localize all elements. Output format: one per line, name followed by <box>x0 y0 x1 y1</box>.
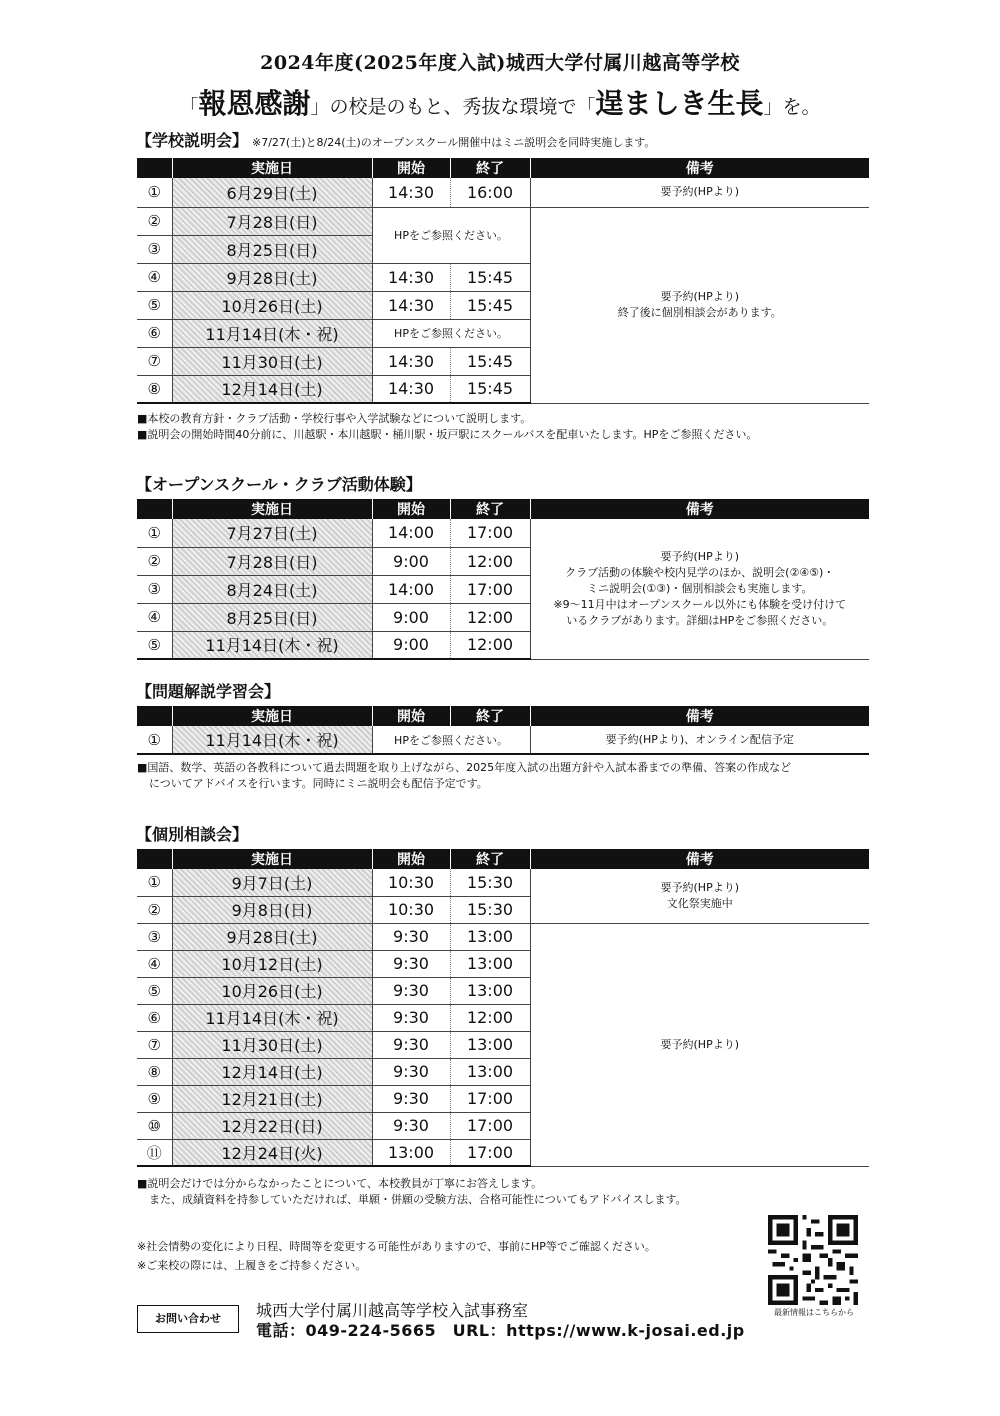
start-time: 9:00 <box>372 631 450 659</box>
column-header <box>137 849 172 869</box>
qr-caption: 最新情報はこちらから <box>774 1308 854 1317</box>
briefing-table <box>137 158 869 404</box>
column-header <box>137 499 172 519</box>
date-cell: 8月25日(日) <box>172 235 372 263</box>
date-cell: 10月12日(土) <box>172 950 372 977</box>
start-time: 14:30 <box>372 263 450 291</box>
row-number: ① <box>137 869 172 896</box>
consult-bullet-2: また、成績資料を持参していただければ、単願・併願の受験方法、合格可能性についてもアドバイスします。 <box>149 1193 687 1206</box>
row-number: ⑤ <box>137 977 172 1004</box>
column-header: 備考 <box>530 499 869 519</box>
row-number: ⑧ <box>137 1058 172 1085</box>
date-cell: 11月14日(木・祝) <box>172 1004 372 1031</box>
start-time: 9:30 <box>372 1112 450 1139</box>
row-number: ④ <box>137 950 172 977</box>
date-cell: 12月24日(火) <box>172 1139 372 1166</box>
end-time: 13:00 <box>450 950 530 977</box>
column-header: 開始 <box>372 849 450 869</box>
column-header: 終了 <box>450 158 530 178</box>
date-cell: 12月22日(日) <box>172 1112 372 1139</box>
column-header: 終了 <box>450 706 530 726</box>
column-header: 終了 <box>450 499 530 519</box>
consult-title: 【個別相談会】 <box>136 825 249 844</box>
qr-code[interactable] <box>768 1215 858 1305</box>
date-cell: 12月14日(土) <box>172 375 372 403</box>
consult-table <box>137 849 869 1167</box>
end-time: 13:00 <box>450 1031 530 1058</box>
end-time: 15:45 <box>450 263 530 291</box>
start-time: 9:30 <box>372 1004 450 1031</box>
end-time: 12:00 <box>450 631 530 659</box>
date-cell: 10月26日(土) <box>172 291 372 319</box>
end-time: 13:00 <box>450 977 530 1004</box>
contact-phone-url[interactable]: 電話：049-224-5665 URL：https://www.k-josai.ed.jp <box>256 1321 745 1340</box>
row-number: ④ <box>137 263 172 291</box>
start-time: 9:00 <box>372 603 450 631</box>
remarks-cell: 要予約(HPより) クラブ活動の体験や校内見学のほか、説明会(②④⑤)・ ミニ説明会(①③)・個別相談会も実施します。 ※9～11月中はオープンスクール以外にも体験を受け付けて いるクラブがあります。詳細はHPをご参照ください。 <box>530 519 869 659</box>
end-time: 15:30 <box>450 869 530 896</box>
start-time: 9:30 <box>372 977 450 1004</box>
date-cell: 6月29日(土) <box>172 178 372 207</box>
row-number: ⑥ <box>137 319 172 347</box>
row-number: ② <box>137 896 172 923</box>
table-row <box>137 207 869 235</box>
end-time: 15:45 <box>450 375 530 403</box>
row-number: ⑧ <box>137 375 172 403</box>
remarks-cell: 要予約(HPより) <box>530 923 869 1166</box>
start-time: 14:30 <box>372 347 450 375</box>
end-time: 17:00 <box>450 519 530 547</box>
notice-2: ※ご来校の際には、上履きをご持参ください。 <box>137 1259 367 1272</box>
start-time: 14:30 <box>372 178 450 207</box>
row-number: ① <box>137 519 172 547</box>
consult-bullet-1: ■説明会だけでは分からなかったことについて、本校教員が丁寧にお答えします。 <box>137 1177 543 1190</box>
openschool-title: 【オープンスクール・クラブ活動体験】 <box>136 475 422 494</box>
row-number: ⑦ <box>137 347 172 375</box>
date-cell: 11月14日(木・祝) <box>172 319 372 347</box>
column-header: 終了 <box>450 849 530 869</box>
end-time: 12:00 <box>450 603 530 631</box>
date-cell: 8月25日(日) <box>172 603 372 631</box>
column-header: 備考 <box>530 158 869 178</box>
start-time: 9:30 <box>372 923 450 950</box>
column-header: 開始 <box>372 499 450 519</box>
briefing-title: 【学校説明会】 ※7/27(土)と8/24(土)のオープンスクール開催中はミニ説明会を同時実施します。 <box>136 131 656 150</box>
date-cell: 9月8日(日) <box>172 896 372 923</box>
end-time: 13:00 <box>450 1058 530 1085</box>
start-time: 9:30 <box>372 1031 450 1058</box>
remarks-cell: 要予約(HPより)、オンライン配信予定 <box>530 726 869 754</box>
date-cell: 11月14日(木・祝) <box>172 726 372 754</box>
end-time: 17:00 <box>450 575 530 603</box>
row-number: ⑪ <box>137 1139 172 1166</box>
remarks-cell: 要予約(HPより) <box>530 178 869 207</box>
start-time: 14:00 <box>372 519 450 547</box>
date-cell: 12月21日(土) <box>172 1085 372 1112</box>
column-header: 開始 <box>372 158 450 178</box>
row-number: ② <box>137 207 172 235</box>
date-cell: 7月27日(土) <box>172 519 372 547</box>
start-time: 13:00 <box>372 1139 450 1166</box>
start-time: 14:30 <box>372 375 450 403</box>
date-cell: 7月28日(日) <box>172 207 372 235</box>
column-header: 実施日 <box>172 849 372 869</box>
start-time: 14:00 <box>372 575 450 603</box>
date-cell: 12月14日(土) <box>172 1058 372 1085</box>
table-row <box>137 178 869 207</box>
end-time: 12:00 <box>450 547 530 575</box>
end-time: 13:00 <box>450 923 530 950</box>
column-header: 実施日 <box>172 706 372 726</box>
date-cell: 7月28日(日) <box>172 547 372 575</box>
column-header: 開始 <box>372 706 450 726</box>
date-cell: 8月24日(土) <box>172 575 372 603</box>
date-cell: 9月28日(土) <box>172 923 372 950</box>
row-number: ⑤ <box>137 291 172 319</box>
briefing-bullet-1: ■本校の教育方針・クラブ活動・学校行事や入学試験などについて説明します。 <box>137 412 532 425</box>
row-number: ⑤ <box>137 631 172 659</box>
end-time: 15:30 <box>450 896 530 923</box>
date-cell: 10月26日(土) <box>172 977 372 1004</box>
column-header: 備考 <box>530 706 869 726</box>
row-number: ⑦ <box>137 1031 172 1058</box>
problem-bullet-1: ■国語、数学、英語の各教科について過去問題を取り上げながら、2025年度入試の出題方針や入試本番までの準備、答案の作成など <box>137 761 792 774</box>
start-time: 9:30 <box>372 950 450 977</box>
start-time: 10:30 <box>372 896 450 923</box>
row-number: ① <box>137 726 172 754</box>
briefing-bullet-2: ■説明会の開始時間40分前に、川越駅・本川越駅・桶川駅・坂戸駅にスクールバスを配車いたします。HPをご参照ください。 <box>137 428 758 441</box>
end-time: 15:45 <box>450 347 530 375</box>
date-cell: 11月14日(木・祝) <box>172 631 372 659</box>
problem-title: 【問題解説学習会】 <box>136 682 281 701</box>
problem-bullet-2: についてアドバイスを行います。同時にミニ説明会も配信予定です。 <box>149 777 488 790</box>
hp-reference: HPをご参照ください。 <box>372 726 530 754</box>
hp-reference: HPをご参照ください。 <box>372 207 530 263</box>
row-number: ④ <box>137 603 172 631</box>
table-row <box>137 519 869 547</box>
date-cell: 11月30日(土) <box>172 1031 372 1058</box>
table-row <box>137 869 869 896</box>
office-name: 城西大学付属川越高等学校入試事務室 <box>256 1301 529 1320</box>
table-row <box>137 923 869 950</box>
row-number: ⑨ <box>137 1085 172 1112</box>
year-title: 2024年度(2025年度入試)城西大学付属川越高等学校 <box>260 52 740 74</box>
remarks-cell: 要予約(HPより) 文化祭実施中 <box>530 869 869 923</box>
column-header <box>137 706 172 726</box>
date-cell: 11月30日(土) <box>172 347 372 375</box>
end-time: 16:00 <box>450 178 530 207</box>
start-time: 9:00 <box>372 547 450 575</box>
contact-label: お問い合わせ <box>137 1305 239 1333</box>
row-number: ① <box>137 178 172 207</box>
school-motto: 「報恩感謝」の校是のもと、秀抜な環境で「逞ましき生長」を。 <box>179 87 821 120</box>
hp-reference: HPをご参照ください。 <box>372 319 530 347</box>
end-time: 12:00 <box>450 1004 530 1031</box>
start-time: 9:30 <box>372 1058 450 1085</box>
column-header <box>137 158 172 178</box>
notice-1: ※社会情勢の変化により日程、時間等を変更する可能性がありますので、事前にHP等でご確認ください。 <box>137 1240 656 1253</box>
openschool-table <box>137 499 869 660</box>
column-header: 実施日 <box>172 158 372 178</box>
table-row <box>137 726 869 754</box>
column-header: 備考 <box>530 849 869 869</box>
end-time: 17:00 <box>450 1112 530 1139</box>
remarks-cell: 要予約(HPより) 終了後に個別相談会があります。 <box>530 207 869 403</box>
row-number: ③ <box>137 923 172 950</box>
column-header: 実施日 <box>172 499 372 519</box>
date-cell: 9月28日(土) <box>172 263 372 291</box>
problem-table <box>137 706 869 755</box>
end-time: 17:00 <box>450 1085 530 1112</box>
end-time: 17:00 <box>450 1139 530 1166</box>
row-number: ⑩ <box>137 1112 172 1139</box>
row-number: ③ <box>137 575 172 603</box>
date-cell: 9月7日(土) <box>172 869 372 896</box>
row-number: ② <box>137 547 172 575</box>
end-time: 15:45 <box>450 291 530 319</box>
start-time: 9:30 <box>372 1085 450 1112</box>
start-time: 14:30 <box>372 291 450 319</box>
start-time: 10:30 <box>372 869 450 896</box>
row-number: ③ <box>137 235 172 263</box>
row-number: ⑥ <box>137 1004 172 1031</box>
